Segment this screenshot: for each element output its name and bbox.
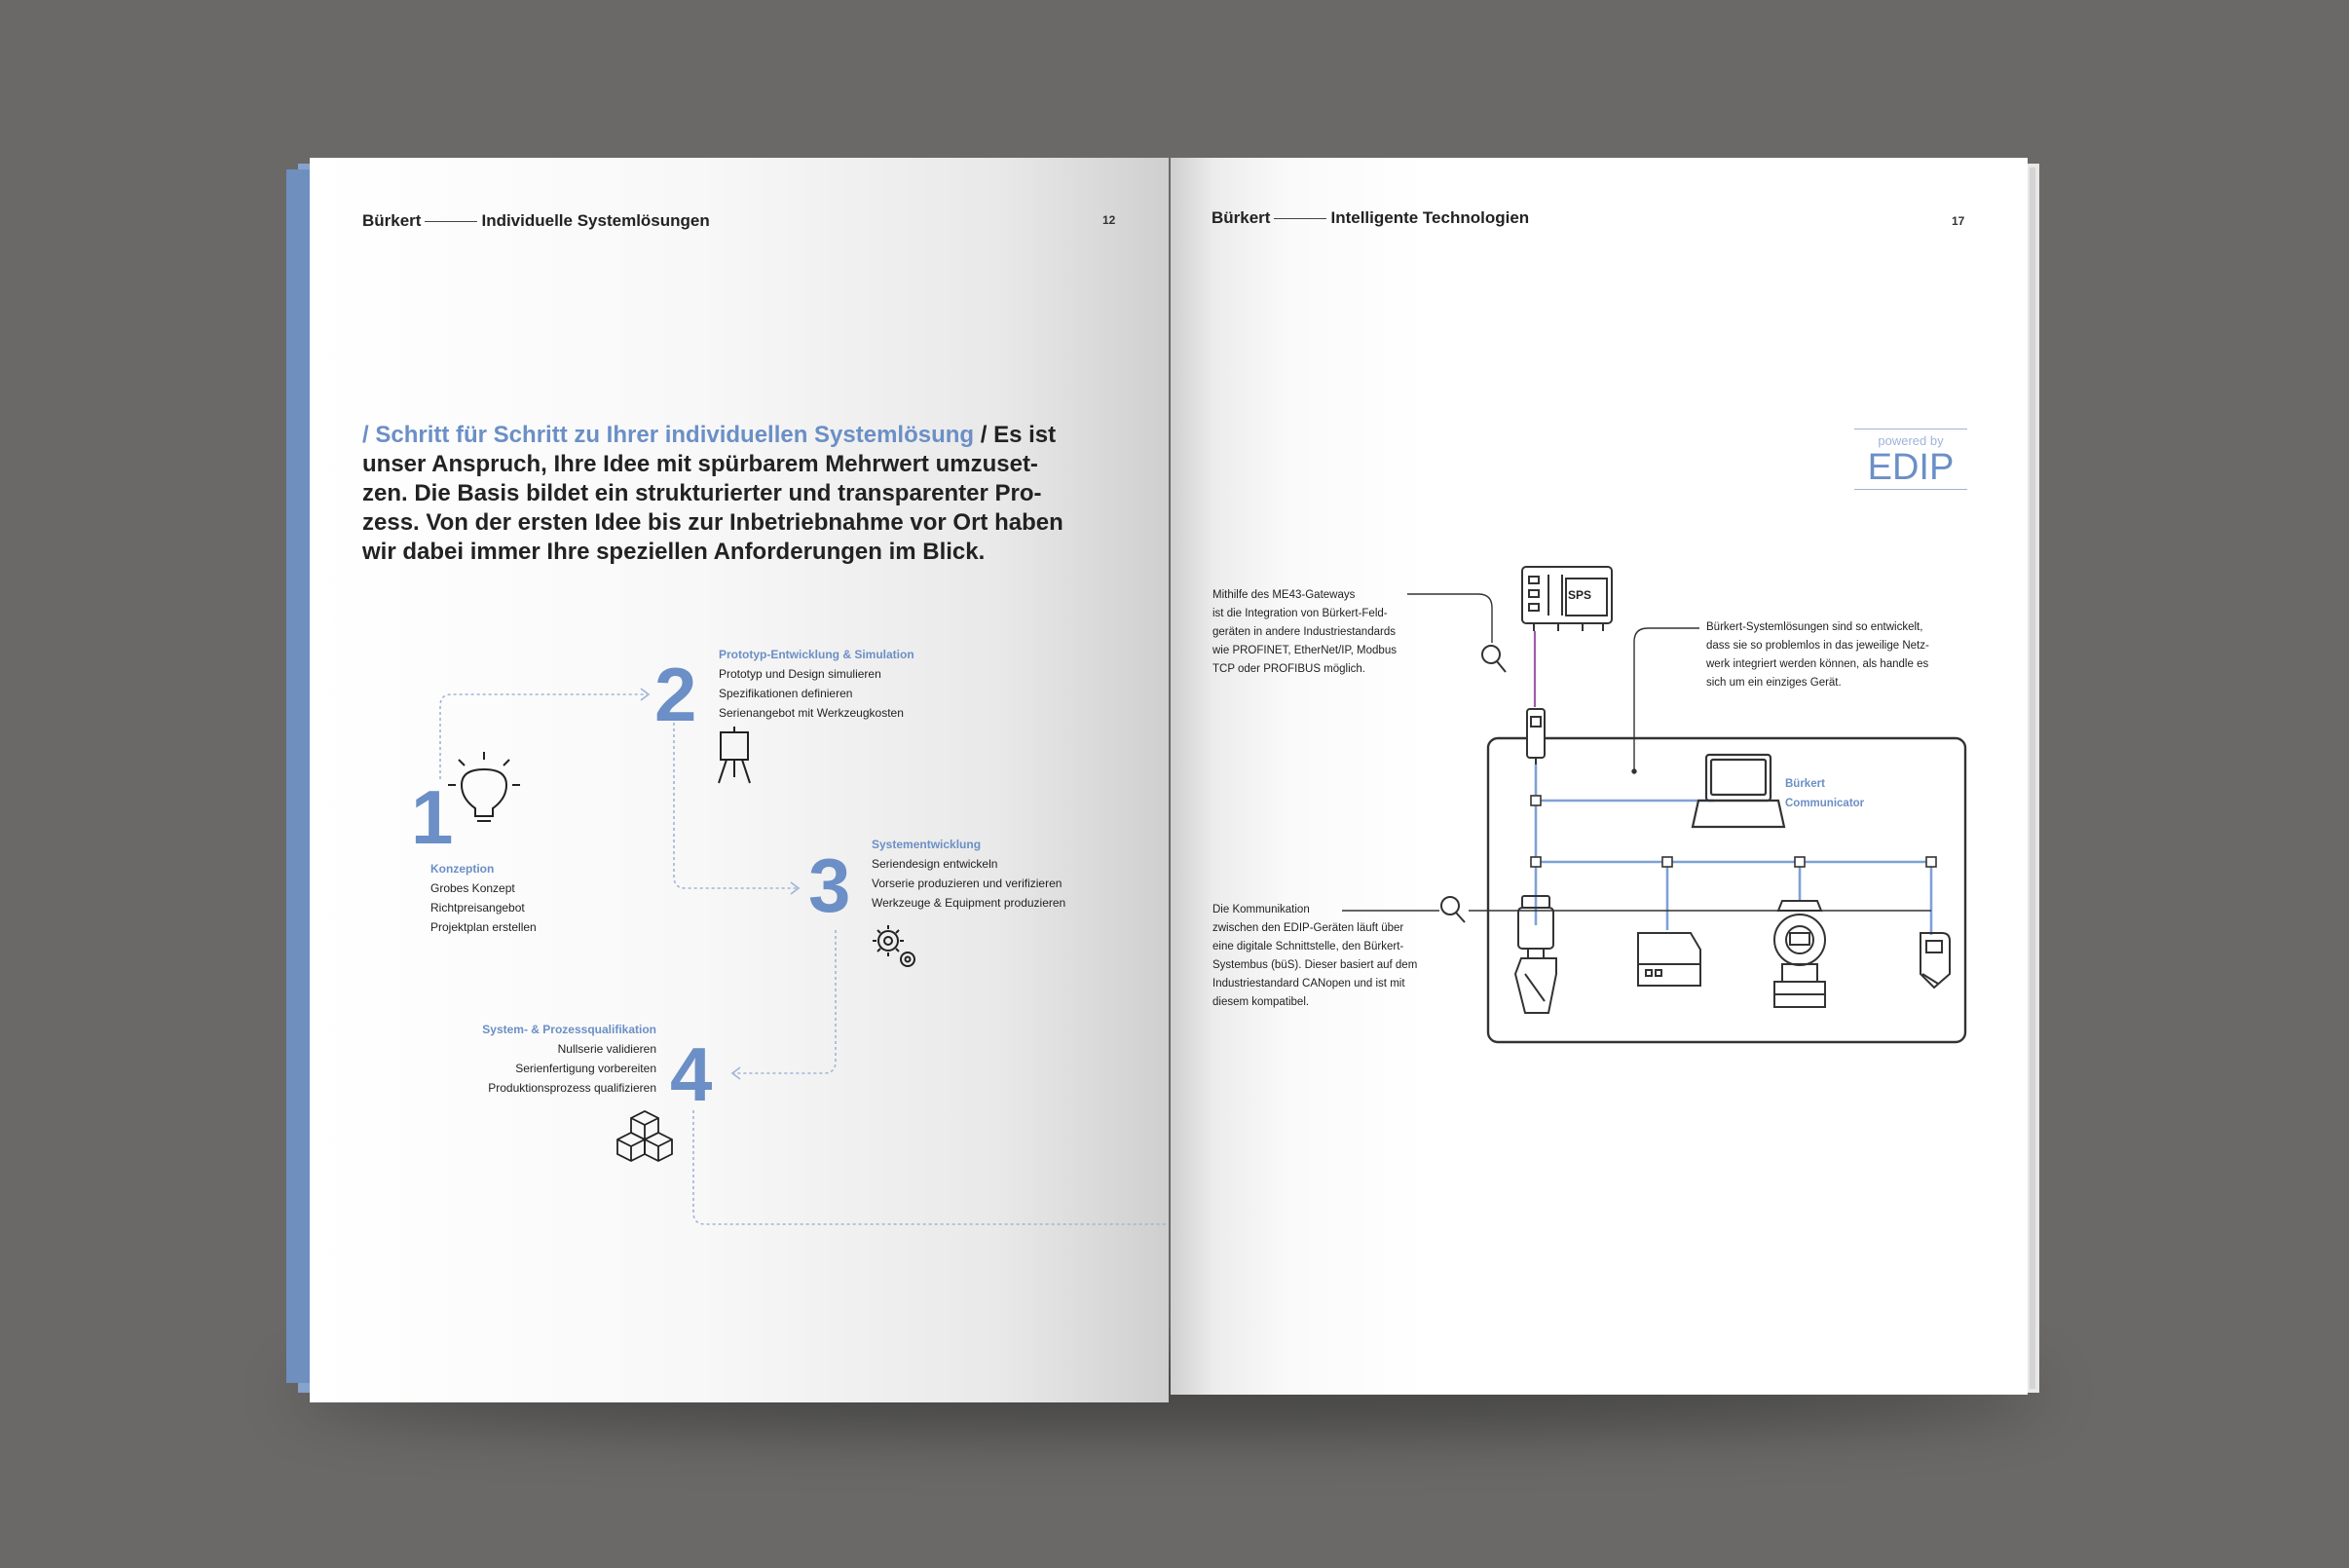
brand-name: Bürkert [1212, 208, 1271, 227]
brand-name: Bürkert [362, 211, 422, 230]
step-2-title: Prototyp-Entwicklung & Simulation [719, 648, 914, 661]
step-4-number: 4 [670, 1031, 713, 1117]
text-line: sich um ein einziges Gerät. [1706, 677, 1842, 689]
magnifier-icon [1441, 897, 1465, 922]
text-line: Communicator [1785, 798, 1865, 809]
gateway-icon [1527, 709, 1545, 765]
text-line: Die Kommunikation [1212, 904, 1310, 915]
page-number: 12 [1102, 213, 1116, 227]
text-line: Industriestandard CANopen und ist mit [1212, 978, 1405, 989]
text-line: Bürkert [1785, 778, 1825, 790]
text-line: eine digitale Schnittstelle, den Bürkert- [1212, 941, 1404, 952]
gateway-text [1212, 586, 1397, 679]
text-line: ist die Integration von Bürkert-Feld- [1212, 608, 1388, 619]
text-line: Bürkert-Systemlösungen sind so entwickelt, [1706, 621, 1923, 633]
text-line: werk integriert werden können, als handle es [1706, 658, 1929, 670]
step-3-line: Werkzeuge & Equipment produzieren [872, 896, 1066, 910]
section-title: Individuelle Systemlösungen [481, 211, 710, 230]
communicator-label [1785, 774, 1864, 813]
step-2-line: Spezifikationen definieren [719, 687, 853, 700]
plc-sps-icon [1522, 567, 1612, 631]
text-line: Mithilfe des ME43-Gateways [1212, 589, 1356, 601]
badge-main: EDIP [1854, 448, 1967, 490]
step-3-title: Systementwicklung [872, 838, 982, 851]
badge-top: powered by [1854, 429, 1967, 448]
step-3-number: 3 [808, 842, 851, 928]
intro-line: zess. Von der ersten Idee bis zur Inbetriebnahme vor Ort haben [362, 509, 1063, 536]
step-4-line: Produktionsprozess qualifizieren [488, 1081, 656, 1095]
step-1-line: Projektplan erstellen [430, 920, 537, 934]
step-1-title: Konzeption [430, 862, 495, 876]
sensor-device-icon [1920, 933, 1950, 988]
text-line: Systembus (büS). Dieser basiert auf dem [1212, 959, 1418, 971]
intro-line: / Es ist [974, 422, 1057, 448]
step-3-line: Vorserie produzieren und verifizieren [872, 877, 1063, 890]
step-1-line: Grobes Konzept [430, 881, 515, 895]
intro-line: zen. Die Basis bildet ein strukturierter und transparenter Pro- [362, 480, 1042, 506]
system-callout [1632, 628, 1699, 773]
text-line: dass sie so problemlos in das jeweilige Netz- [1706, 640, 1929, 652]
controller-device-icon [1638, 933, 1700, 986]
step-4-line: Nullserie validieren [557, 1042, 656, 1056]
intro-line: unser Anspruch, Ihre Idee mit spürbarem Mehrwert umzuset- [362, 451, 1038, 477]
magnifier-icon [1482, 646, 1506, 672]
text-line: wie PROFINET, EtherNet/IP, Modbus [1212, 645, 1397, 656]
page-number: 17 [1952, 214, 1965, 228]
step-1-line: Richtpreisangebot [430, 901, 525, 915]
bus-lines [1536, 765, 1931, 935]
step-4-title: System- & Prozessqualifikation [482, 1023, 656, 1036]
bus-nodes [1531, 796, 1936, 867]
laptop-icon [1693, 755, 1784, 827]
text-line: geräten in andere Industriestandards [1212, 626, 1396, 638]
step-3-line: Seriendesign entwickeln [872, 857, 998, 871]
step-2-line: Prototyp und Design simulieren [719, 667, 881, 681]
communication-text [1212, 901, 1417, 1012]
step-2-number: 2 [654, 652, 697, 737]
step-2-line: Serienangebot mit Werkzeugkosten [719, 706, 904, 720]
system-text [1706, 618, 1929, 692]
sps-label: SPS [1568, 588, 1592, 602]
gateway-callout [1407, 594, 1492, 643]
text-line: zwischen den EDIP-Geräten läuft über [1212, 922, 1404, 934]
text-line: diesem kompatibel. [1212, 996, 1310, 1008]
system-frame [1488, 738, 1965, 1042]
step-4-line: Serienfertigung vorbereiten [515, 1062, 656, 1075]
flowmeter-device-icon [1774, 901, 1825, 1007]
step-1-number: 1 [411, 774, 454, 860]
section-title: Intelligente Technologien [1330, 208, 1530, 227]
text-line: TCP oder PROFIBUS möglich. [1212, 663, 1366, 675]
intro-line: wir dabei immer Ihre speziellen Anforderungen im Blick. [362, 539, 986, 565]
intro-highlight: / Schritt für Schritt zu Ihrer individuellen Systemlösung [362, 422, 975, 448]
